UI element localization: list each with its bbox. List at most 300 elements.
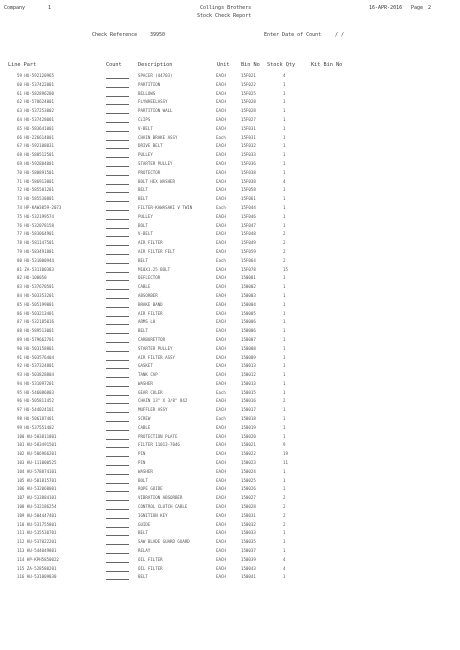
line-part-cell: 99 HU-537551402 [17, 424, 54, 430]
count-entry-field[interactable] [106, 416, 129, 422]
line-part-cell: 95 HU-546086803 [17, 389, 54, 395]
stock-qty-cell: 1 [283, 99, 286, 105]
description-cell: WASHER [138, 380, 153, 386]
line-part-cell: 110 HU-531755801 [17, 521, 57, 527]
line-part-cell: 85 HU-505199001 [17, 301, 54, 307]
unit-cell: EACH [216, 372, 226, 378]
line-part-cell: 69 HU-592884001 [17, 160, 54, 166]
page-label: Page [411, 5, 424, 11]
unit-cell: EACH [216, 468, 226, 474]
count-entry-field[interactable] [106, 126, 129, 132]
count-entry-field[interactable] [106, 187, 129, 193]
bin-no-cell: 150021 [241, 442, 256, 448]
stock-qty-cell: 4 [283, 178, 286, 184]
enter-date-value: / / [335, 32, 345, 38]
count-entry-field[interactable] [106, 425, 129, 431]
stock-qty-cell: 15 [283, 266, 288, 272]
bin-no-cell: 150009 [241, 354, 256, 360]
bin-no-cell: 150023 [241, 460, 256, 466]
line-part-cell: 96 HU-505811452 [17, 398, 54, 404]
unit-cell: EACH [216, 574, 226, 580]
description-cell: CHAIN BRAKE ASSY [138, 134, 178, 140]
line-part-cell: 82 HU-100050 [17, 275, 47, 281]
count-entry-field[interactable] [106, 539, 129, 545]
bin-no-cell: 15F031 [241, 125, 256, 131]
stock-qty-cell: 1 [283, 424, 286, 430]
stock-qty-cell: 2 [283, 398, 286, 404]
line-part-cell: 91 HU-503576404 [17, 354, 54, 360]
bin-no-cell: 150013 [241, 380, 256, 386]
report-date: 16-APR-2016 [369, 5, 403, 11]
description-cell: FILTER 11013-7046 [138, 442, 180, 448]
bin-no-cell: 15F046 [241, 213, 256, 219]
stock-qty-cell: 1 [283, 160, 286, 166]
line-part-cell: 68 HU-580512501 [17, 152, 54, 158]
line-part-cell: 97 HU-544024101 [17, 407, 54, 413]
unit-cell: EACH [216, 248, 226, 254]
report-title: Stock Check Report [197, 13, 252, 19]
bin-no-cell: 150022 [241, 451, 256, 457]
line-part-cell: 74 HP-KAW3059-2073 [17, 204, 62, 210]
table-row [0, 310, 460, 319]
table-row [0, 90, 460, 99]
count-entry-field[interactable] [106, 486, 129, 492]
table-row [0, 98, 460, 107]
stock-qty-cell: 1 [283, 363, 286, 369]
description-cell: PARTITION [138, 81, 161, 87]
bin-no-cell: 150041 [241, 574, 256, 580]
stock-qty-cell: 1 [283, 574, 286, 580]
description-cell: ARMS LH [138, 319, 156, 325]
unit-cell: EACH [216, 477, 226, 483]
count-entry-field[interactable] [106, 284, 129, 290]
table-row [0, 538, 460, 547]
bin-no-cell: 150018 [241, 416, 256, 422]
bin-no-cell: 150043 [241, 565, 256, 571]
stock-qty-cell: 1 [283, 354, 286, 360]
count-entry-field[interactable] [106, 214, 129, 220]
description-cell: AIR FILTER [138, 310, 163, 316]
stock-qty-cell: 2 [283, 257, 286, 263]
table-row [0, 318, 460, 327]
table-row [0, 477, 460, 486]
column-header-row [0, 62, 460, 70]
unit-cell: EACH [216, 108, 226, 114]
count-entry-field[interactable] [106, 302, 129, 308]
stock-qty-cell: 1 [283, 152, 286, 158]
unit-cell: EACH [216, 143, 226, 149]
count-entry-field[interactable] [106, 346, 129, 352]
count-entry-field[interactable] [106, 434, 129, 440]
line-part-cell: 75 HU-532199574 [17, 213, 54, 219]
line-part-cell: 106 HU-532060001 [17, 486, 57, 492]
table-row [0, 362, 460, 371]
count-entry-field[interactable] [106, 161, 129, 167]
count-entry-field[interactable] [106, 469, 129, 475]
stock-qty-cell: 9 [283, 442, 286, 448]
bin-no-cell: 15F061 [241, 196, 256, 202]
count-entry-field[interactable] [106, 381, 129, 387]
unit-cell: EACH [216, 90, 226, 96]
bin-no-cell: 15F038 [241, 169, 256, 175]
stock-qty-cell: 1 [283, 125, 286, 131]
count-entry-field[interactable] [106, 223, 129, 229]
description-cell: CABLE [138, 284, 151, 290]
table-row [0, 72, 460, 81]
description-cell: BOLT [138, 222, 148, 228]
description-cell: ABSORBER [138, 292, 158, 298]
unit-cell: EACH [216, 222, 226, 228]
unit-cell: EACH [216, 504, 226, 510]
count-entry-field[interactable] [106, 152, 129, 158]
bin-no-cell: 15F033 [241, 152, 256, 158]
unit-cell: Each [216, 416, 226, 422]
bin-no-cell: 150006 [241, 328, 256, 334]
unit-cell: EACH [216, 266, 226, 272]
description-cell: VIBRATION ABSORBER [138, 495, 183, 501]
table-row [0, 565, 460, 574]
stock-qty-cell: 1 [283, 90, 286, 96]
line-part-cell: 63 HU-537253002 [17, 108, 54, 114]
stock-qty-cell: 1 [283, 108, 286, 114]
stock-qty-cell: 1 [283, 328, 286, 334]
stock-qty-cell: 1 [283, 345, 286, 351]
count-entry-field[interactable] [106, 451, 129, 457]
count-entry-field[interactable] [106, 478, 129, 484]
count-entry-field[interactable] [106, 372, 129, 378]
count-entry-field[interactable] [106, 82, 129, 88]
bin-no-cell: 15F025 [241, 90, 256, 96]
table-row [0, 134, 460, 143]
bin-no-cell: 150015 [241, 389, 256, 395]
line-part-cell: 65 HU-583641001 [17, 125, 54, 131]
stock-qty-cell: 1 [283, 468, 286, 474]
line-part-cell: 84 HU-503353201 [17, 292, 54, 298]
line-part-cell: 92 HU-537324801 [17, 363, 54, 369]
table-row [0, 116, 460, 125]
description-cell: CONTROL CLUTCH CABLE [138, 504, 188, 510]
unit-cell: EACH [216, 345, 226, 351]
description-cell: GEAR COLER [138, 389, 163, 395]
table-row [0, 380, 460, 389]
bin-no-cell: 150037 [241, 548, 256, 554]
count-entry-field[interactable] [106, 530, 129, 536]
description-cell: PIN [138, 451, 146, 457]
description-cell: OIL FILTER [138, 565, 163, 571]
table-row [0, 178, 460, 187]
bin-no-cell: 15F047 [241, 222, 256, 228]
line-part-cell: 87 HU-532185016 [17, 319, 54, 325]
count-entry-field[interactable] [106, 407, 129, 413]
bin-no-cell: 15F032 [241, 143, 256, 149]
bin-no-cell: 150006 [241, 319, 256, 325]
description-cell: BOLT HEX WASHER [138, 178, 175, 184]
line-part-cell: 67 HU-592108031 [17, 143, 54, 149]
table-row [0, 547, 460, 556]
unit-cell: EACH [216, 451, 226, 457]
stock-qty-cell: 1 [283, 539, 286, 545]
stock-qty-cell: 1 [283, 116, 286, 122]
line-part-cell: 59 HU-592120965 [17, 73, 54, 78]
table-row [0, 371, 460, 380]
description-cell: BELT [138, 257, 148, 263]
stock-qty-cell: 1 [283, 292, 286, 298]
stock-qty-cell: 1 [283, 372, 286, 378]
description-cell: GASKET [138, 363, 153, 369]
bin-no-cell: 150002 [241, 284, 256, 290]
column-header-line-part: Line Part [8, 62, 37, 68]
table-row [0, 406, 460, 415]
table-row [0, 468, 460, 477]
count-entry-field[interactable] [106, 293, 129, 299]
count-entry-field[interactable] [106, 196, 129, 202]
unit-cell: EACH [216, 240, 226, 246]
count-entry-field[interactable] [106, 513, 129, 519]
count-entry-field[interactable] [106, 108, 129, 114]
line-part-cell: 61 HU-582896200 [17, 90, 54, 96]
unit-cell: EACH [216, 407, 226, 413]
stock-qty-cell: 2 [283, 240, 286, 246]
table-row [0, 556, 460, 565]
count-entry-field[interactable] [106, 99, 129, 105]
bin-no-cell: 150031 [241, 512, 256, 518]
unit-cell: EACH [216, 99, 226, 105]
stock-qty-cell: 19 [283, 451, 288, 457]
unit-cell: EACH [216, 424, 226, 430]
count-entry-field[interactable] [106, 231, 129, 237]
bin-no-cell: 15F059 [241, 248, 256, 254]
bin-no-cell: 15F078 [241, 266, 256, 272]
stock-qty-cell: 1 [283, 477, 286, 483]
count-entry-field[interactable] [106, 267, 129, 273]
stock-qty-cell: 4 [283, 73, 286, 78]
bin-no-cell: 15F027 [241, 116, 256, 122]
table-row [0, 248, 460, 257]
unit-cell: EACH [216, 275, 226, 281]
count-entry-field[interactable] [106, 143, 129, 149]
stock-qty-cell: 2 [283, 512, 286, 518]
table-row [0, 450, 460, 459]
line-part-cell: 76 HU-532078158 [17, 222, 54, 228]
bin-no-cell: 15F048 [241, 231, 256, 237]
count-entry-field[interactable] [106, 205, 129, 211]
count-entry-field[interactable] [106, 311, 129, 317]
unit-cell: EACH [216, 521, 226, 527]
table-row [0, 213, 460, 222]
unit-cell: EACH [216, 539, 226, 545]
description-cell: ROPE GUIDE [138, 486, 163, 492]
count-entry-field[interactable] [106, 557, 129, 563]
line-part-cell: 107 HU-533884101 [17, 495, 57, 501]
unit-cell: EACH [216, 125, 226, 131]
unit-cell: EACH [216, 319, 226, 325]
unit-cell: EACH [216, 495, 226, 501]
count-entry-field[interactable] [106, 275, 129, 281]
description-cell: SPACER (44703) [138, 73, 173, 78]
table-row [0, 415, 460, 424]
line-part-cell: 64 HU-537428001 [17, 116, 54, 122]
unit-cell: EACH [216, 398, 226, 404]
count-entry-field[interactable] [106, 495, 129, 501]
line-part-cell: 81 ZA-531100383 [17, 266, 54, 272]
stock-qty-cell: 1 [283, 196, 286, 202]
column-header-unit: Unit [217, 62, 230, 68]
bin-no-cell: 15F031 [241, 134, 256, 140]
table-row [0, 125, 460, 134]
count-entry-field[interactable] [106, 170, 129, 176]
column-header-count: Count [106, 62, 122, 68]
description-cell: PROTECTOR [138, 169, 161, 175]
count-entry-field[interactable] [106, 390, 129, 396]
table-row [0, 274, 460, 283]
line-part-cell: 79 HU-583491801 [17, 248, 54, 254]
line-part-cell: 71 HU-586913001 [17, 178, 54, 184]
description-cell: V-BELT [138, 231, 153, 237]
line-part-cell: 104 HU-578874101 [17, 468, 57, 474]
table-row [0, 204, 460, 213]
bin-no-cell: 150016 [241, 398, 256, 404]
description-cell: SCREW [138, 416, 151, 422]
description-cell: CARBURETTOR [138, 336, 166, 342]
table-row [0, 512, 460, 521]
table-row [0, 142, 460, 151]
description-cell: BELLOWS [138, 90, 156, 96]
count-entry-field[interactable] [106, 240, 129, 246]
description-cell: AIR FILTER ASSY [138, 354, 175, 360]
line-part-cell: 109 HU-504447401 [17, 512, 57, 518]
table-row [0, 424, 460, 433]
bin-no-cell: 150024 [241, 468, 256, 474]
stock-qty-cell: 2 [283, 504, 286, 510]
bin-no-cell: 150001 [241, 275, 256, 281]
line-part-cell: 98 HU-506187401 [17, 416, 54, 422]
count-entry-field[interactable] [106, 398, 129, 404]
description-cell: STARTER PULLEY [138, 160, 173, 166]
count-entry-field[interactable] [106, 117, 129, 123]
stock-qty-cell: 2 [283, 521, 286, 527]
table-row [0, 529, 460, 538]
description-cell: FILTER-KAWASAKI V TWIN [138, 204, 193, 210]
unit-cell: EACH [216, 301, 226, 307]
unit-cell: EACH [216, 152, 226, 158]
table-row [0, 503, 460, 512]
bin-no-cell: 150035 [241, 539, 256, 545]
table-row [0, 354, 460, 363]
unit-cell: EACH [216, 196, 226, 202]
count-entry-field[interactable] [106, 522, 129, 528]
unit-cell: Each [216, 389, 226, 395]
unit-cell: EACH [216, 284, 226, 290]
bin-no-cell: 15F044 [241, 204, 256, 210]
line-part-cell: 102 HU-506966201 [17, 451, 57, 457]
unit-cell: EACH [216, 565, 226, 571]
stock-qty-cell: 4 [283, 556, 286, 562]
unit-cell: EACH [216, 433, 226, 439]
stock-table-body [0, 72, 460, 582]
stock-qty-cell: 1 [283, 81, 286, 87]
bin-no-cell: 150020 [241, 433, 256, 439]
count-entry-field[interactable] [106, 548, 129, 554]
count-entry-field[interactable] [106, 249, 129, 255]
line-part-cell: 78 HU-581147501 [17, 240, 54, 246]
bin-no-cell: 15F021 [241, 73, 256, 78]
count-entry-field[interactable] [106, 328, 129, 334]
description-cell: BELT [138, 196, 148, 202]
unit-cell: EACH [216, 512, 226, 518]
column-header-bin-no: Bin No [241, 62, 260, 68]
count-entry-field[interactable] [106, 504, 129, 510]
line-part-cell: 100 HU-503811801 [17, 433, 57, 439]
description-cell: V-BELT [138, 125, 153, 131]
description-cell: PARTITION WALL [138, 108, 173, 114]
count-entry-field[interactable] [106, 319, 129, 325]
unit-cell: Each [216, 134, 226, 140]
table-row [0, 222, 460, 231]
description-cell: M10X1.25 BOLT [138, 266, 171, 272]
count-entry-field[interactable] [106, 135, 129, 141]
table-row [0, 301, 460, 310]
description-cell: OIL FILTER [138, 556, 163, 562]
bin-no-cell: 150039 [241, 556, 256, 562]
unit-cell: EACH [216, 292, 226, 298]
unit-cell: EACH [216, 187, 226, 193]
table-row [0, 573, 460, 582]
count-entry-field[interactable] [106, 91, 129, 97]
stock-qty-cell: 2 [283, 248, 286, 254]
unit-cell: EACH [216, 460, 226, 466]
line-part-cell: 88 HU-589513001 [17, 328, 54, 334]
unit-cell: EACH [216, 178, 226, 184]
page-number: 2 [428, 5, 432, 11]
line-part-cell: 72 HU-585501201 [17, 187, 54, 193]
stock-qty-cell: 1 [283, 222, 286, 228]
line-part-cell: 86 HU-503213401 [17, 310, 54, 316]
count-entry-field[interactable] [106, 73, 129, 79]
count-entry-field[interactable] [106, 574, 129, 580]
count-entry-field[interactable] [106, 460, 129, 466]
count-entry-field[interactable] [106, 442, 129, 448]
description-cell: MUFFLER ASSY [138, 407, 168, 413]
line-part-cell: 108 HU-532186254 [17, 504, 57, 510]
bin-no-cell: 15F049 [241, 240, 256, 246]
enter-date-label: Enter Date of Count [264, 32, 322, 38]
unit-cell: EACH [216, 310, 226, 316]
description-cell: PULLEY [138, 213, 153, 219]
stock-qty-cell: 1 [283, 275, 286, 281]
stock-qty-cell: 1 [283, 204, 286, 210]
description-cell: AIR FILTER [138, 240, 163, 246]
table-row [0, 485, 460, 494]
count-entry-field[interactable] [106, 179, 129, 185]
unit-cell: Each [216, 257, 226, 263]
description-cell: SAW BLADE GUARD GUARD [138, 539, 190, 545]
line-part-cell: 62 HU-578624001 [17, 99, 54, 105]
bin-no-cell: 150019 [241, 424, 256, 430]
column-header-description: Description [138, 62, 173, 68]
count-entry-field[interactable] [106, 363, 129, 369]
bin-no-cell: 150003 [241, 292, 256, 298]
table-row [0, 441, 460, 450]
description-cell: BRAKE BAND [138, 301, 163, 307]
count-entry-field[interactable] [106, 258, 129, 264]
stock-qty-cell: 1 [283, 134, 286, 140]
count-entry-field[interactable] [106, 337, 129, 343]
stock-qty-cell: 1 [283, 433, 286, 439]
stock-qty-cell: 1 [283, 486, 286, 492]
description-cell: RELAY [138, 548, 151, 554]
count-entry-field[interactable] [106, 566, 129, 572]
count-entry-field[interactable] [106, 355, 129, 361]
